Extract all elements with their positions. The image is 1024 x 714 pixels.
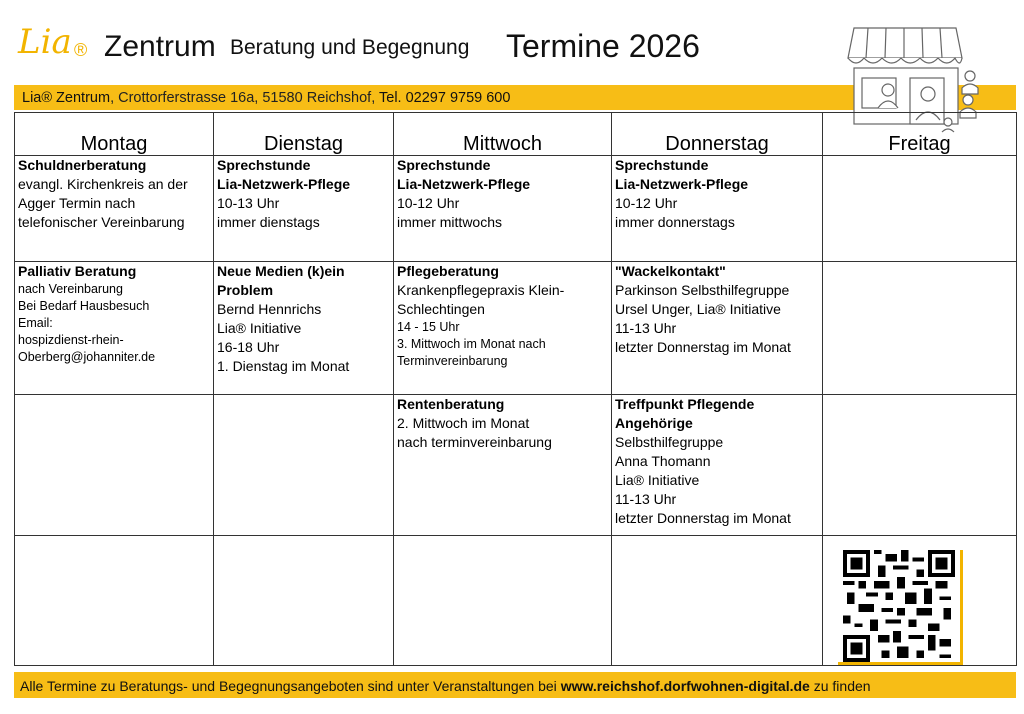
cell-tue-3: [214, 395, 394, 535]
cell-wed-1: Sprechstunde Lia-Netzwerk-Pflege 10-12 Uhr immer mittwochs: [394, 156, 612, 262]
day-header-tuesday: Dienstag: [214, 113, 394, 156]
day-header-thursday: Donnerstag: [612, 113, 823, 156]
cell-thu-4: [612, 535, 823, 665]
address-name: Lia® Zentrum: [22, 90, 111, 106]
cell-mon-4: [15, 535, 214, 665]
cell-thu-1: Sprechstunde Lia-Netzwerk-Pflege 10-12 Uhr immer donnerstags: [612, 156, 823, 262]
cell-fri-3: [823, 395, 1017, 535]
cell-mon-3: [15, 395, 214, 535]
cell-thu-3: Treffpunkt Pflegende Angehörige Selbsthilfegruppe Anna Thomann Lia® Initiative 11-13 Uhr letzter Donnerstag im Monat: [612, 395, 823, 535]
cell-fri-1: [823, 156, 1017, 262]
day-header-monday: Montag: [15, 113, 214, 156]
page-header: [18, 18, 838, 78]
cell-wed-2: Pflegeberatung Krankenpflegepraxis Klein- Schlechtingen 14 - 15 Uhr 3. Mittwoch im Monat nach Terminvereinbarung: [394, 262, 612, 395]
table-row: [15, 395, 1017, 535]
cell-fri-2: [823, 262, 1017, 395]
cell-mon-1: Schuldnerberatung evangl. Kirchenkreis an der Agger Termin nach telefonischer Vereinbarung: [15, 156, 214, 262]
qr-code-icon[interactable]: [838, 550, 963, 665]
cell-wed-3: Rentenberatung 2. Mittwoch im Monat nach terminvereinbarung: [394, 395, 612, 535]
brand-subtitle: Beratung und Begegnung: [230, 36, 470, 59]
address-street: , Crottorferstrasse 16a, 51580 Reichshof,: [110, 90, 379, 106]
cell-wed-4: [394, 535, 612, 665]
table-row: [15, 156, 1017, 262]
table-row: [15, 262, 1017, 395]
cell-thu-2: "Wackelkontakt" Parkinson Selbsthilfegruppe Ursel Unger, Lia® Initiative 11-13 Uhr letzter Donnerstag im Monat: [612, 262, 823, 395]
footer-link[interactable]: www.reichshof.dorfwohnen-digital.de: [560, 678, 810, 694]
brand-zentrum: Zentrum: [104, 30, 216, 63]
page-title: Termine 2026: [506, 28, 700, 64]
brand-registered-mark: ®: [74, 40, 88, 60]
address-phone: Tel. 02297 9759 600: [379, 90, 511, 106]
footer-bar: [14, 672, 1016, 698]
cell-tue-2: Neue Medien (k)ein Problem Bernd Hennrichs Lia® Initiative 16-18 Uhr 1. Dienstag im Monat: [214, 262, 394, 395]
day-header-friday: Freitag: [823, 113, 1017, 156]
cell-mon-2: Palliativ Beratung nach Vereinbarung Bei Bedarf Hausbesuch Email: hospizdienst-rhein- Oberberg@johanniter.de: [15, 262, 214, 395]
brand-lia-logo: Lia: [18, 22, 72, 62]
cell-tue-4: [214, 535, 394, 665]
cell-tue-1: Sprechstunde Lia-Netzwerk-Pflege 10-13 Uhr immer dienstags: [214, 156, 394, 262]
address-bar-text: [22, 90, 510, 106]
day-header-wednesday: Mittwoch: [394, 113, 612, 156]
footer-text: Alle Termine zu Beratungs- und Begegnungsangeboten sind unter Veranstaltungen bei www.reichshof.dorfwohnen-digital.de zu finden: [20, 678, 871, 694]
